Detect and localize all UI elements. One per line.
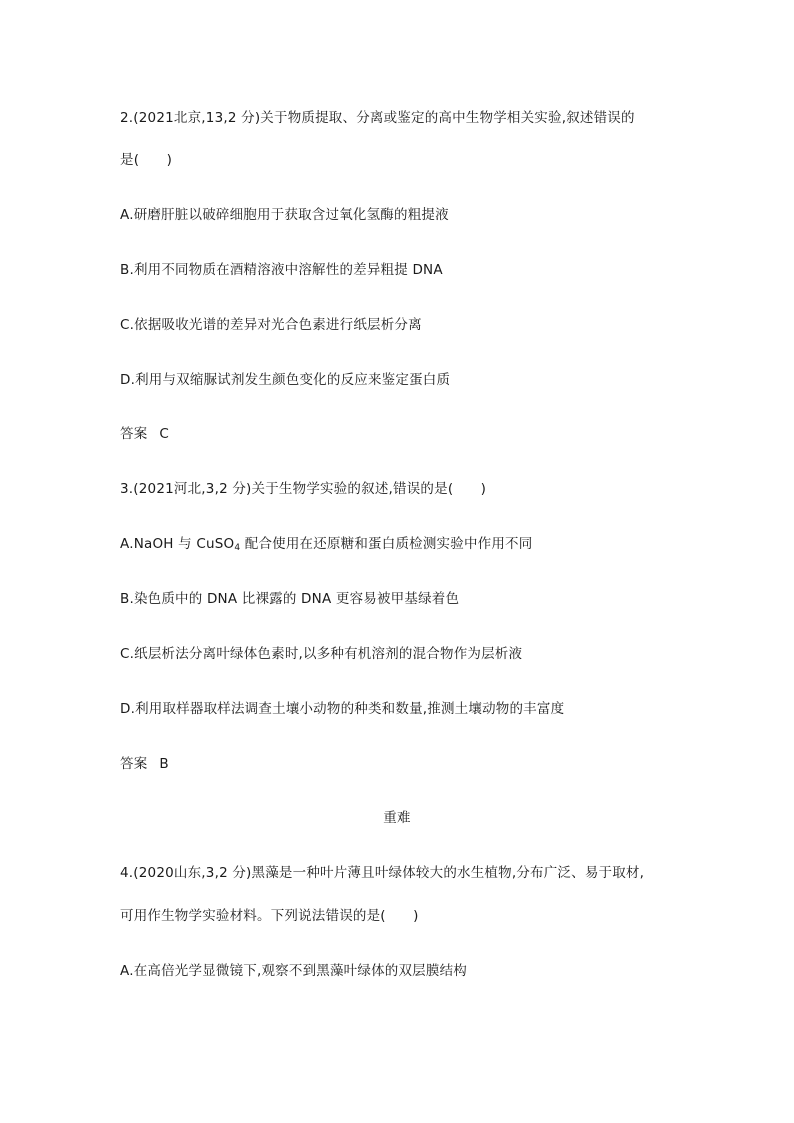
q2-answer-value: C xyxy=(159,426,170,442)
q3-answer-value: B xyxy=(159,756,169,772)
q2-option-a: A.研磨肝脏以破碎细胞用于获取含过氧化氢酶的粗提液 xyxy=(120,207,449,223)
q2-option-c: C.依据吸收光谱的差异对光合色素进行纸层析分离 xyxy=(120,317,422,333)
q2-stem-line1: 2.(2021北京,13,2 分)关于物质提取、分离或鉴定的高中生物学相关实验,叙述错误的 xyxy=(120,110,635,126)
q4-option-a: A.在高倍光学显微镜下,观察不到黑藻叶绿体的双层膜结构 xyxy=(120,963,467,979)
q2-answer xyxy=(120,424,680,444)
q3-answer-label: 答案 xyxy=(120,756,148,772)
q3-option-b: B.染色质中的 DNA 比裸露的 DNA 更容易被甲基绿着色 xyxy=(120,591,460,607)
q2-option-d: D.利用与双缩脲试剂发生颜色变化的反应来鉴定蛋白质 xyxy=(120,372,451,388)
q2-answer-label: 答案 xyxy=(120,426,148,442)
q4-stem-line2: 可用作生物学实验材料。下列说法错误的是( ) xyxy=(120,908,419,924)
section-heading: 重难 xyxy=(383,810,411,826)
q2-stem-line2: 是( ) xyxy=(120,152,173,168)
q3-option-d: D.利用取样器取样法调查土壤小动物的种类和数量,推测土壤动物的丰富度 xyxy=(120,701,565,717)
q4-stem-line1: 4.(2020山东,3,2 分)黑藻是一种叶片薄且叶绿体较大的水生植物,分布广泛、易于取材, xyxy=(120,865,645,881)
q2-option-b: B.利用不同物质在酒精溶液中溶解性的差异粗提 DNA xyxy=(120,262,443,278)
q3-answer xyxy=(120,754,680,774)
q3-option-a-sub: 4 xyxy=(234,543,241,553)
q3-option-a-pre: A.NaOH 与 CuSO xyxy=(120,536,235,552)
q3-option-a xyxy=(120,534,680,554)
q3-option-c: C.纸层析法分离叶绿体色素时,以多种有机溶剂的混合物作为层析液 xyxy=(120,646,523,662)
q3-option-a-post: 配合使用在还原糖和蛋白质检测实验中作用不同 xyxy=(240,536,533,552)
q3-stem: 3.(2021河北,3,2 分)关于生物学实验的叙述,错误的是( ) xyxy=(120,481,487,497)
